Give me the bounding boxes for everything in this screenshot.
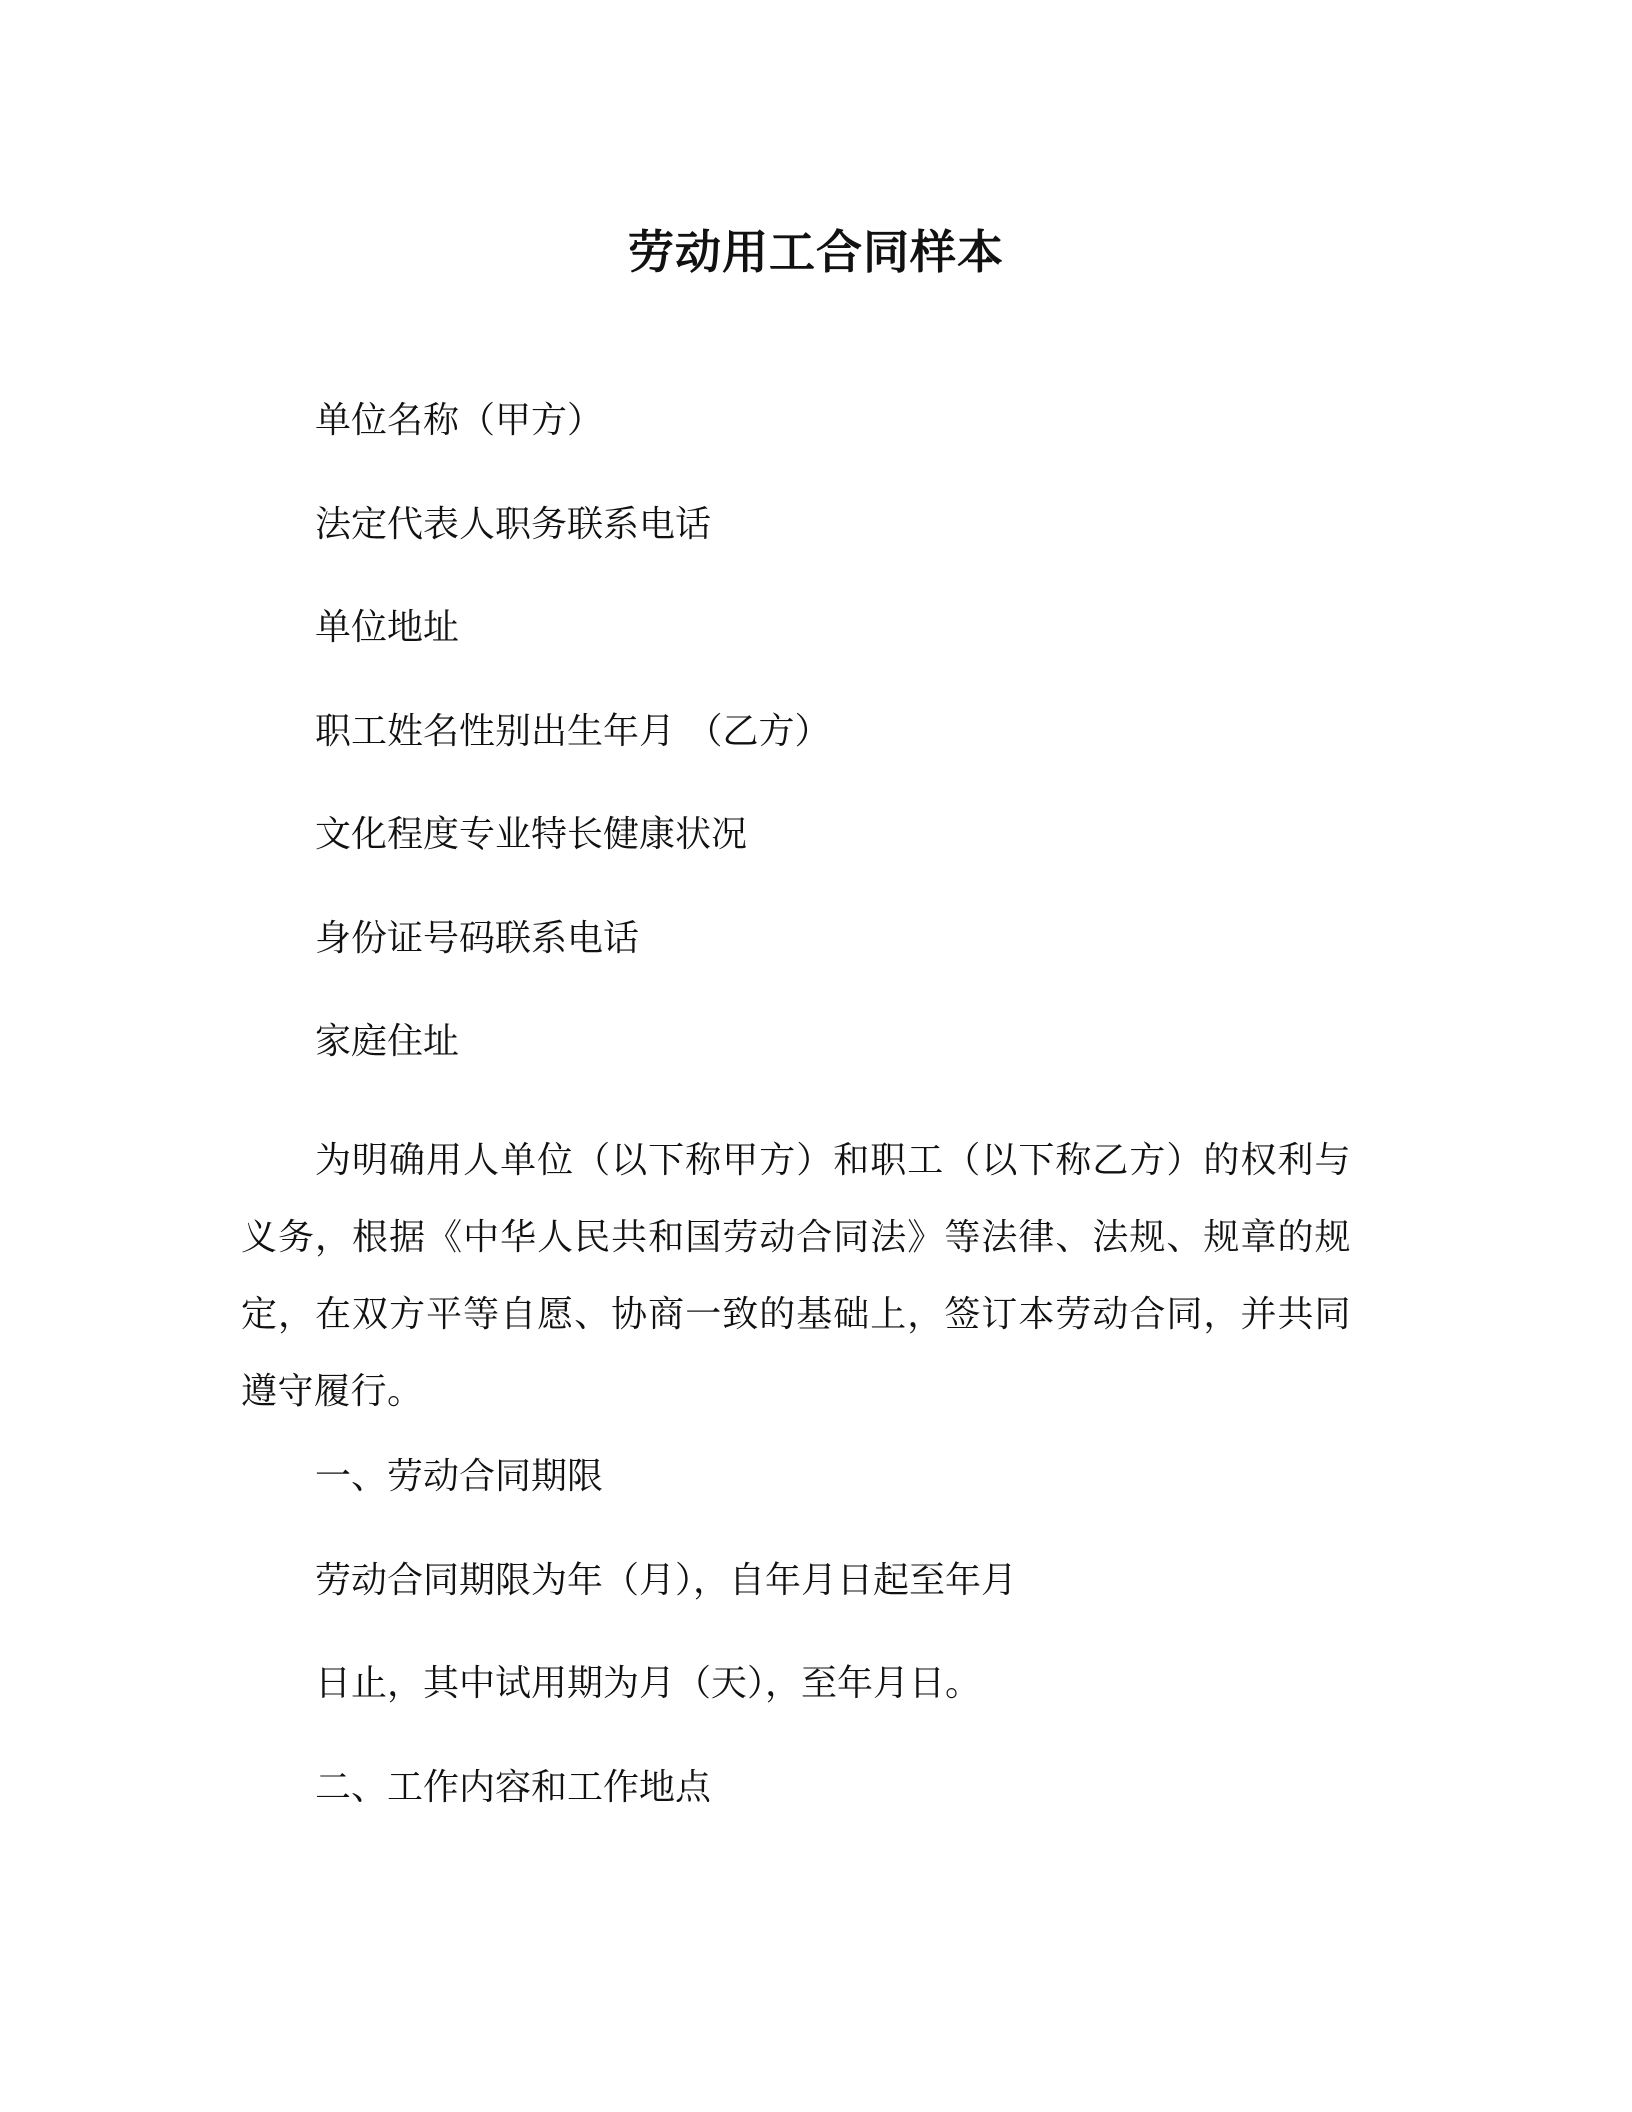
document-title: 劳动用工合同样本 xyxy=(628,225,1004,279)
field-employer-name: 单位名称（甲方） xyxy=(315,400,604,441)
section-1-term-line: 劳动合同期限为年（月），自年月日起至年月 xyxy=(315,1560,1018,1601)
field-employer-address: 单位地址 xyxy=(315,607,460,648)
preamble-paragraph: 为明确用人单位（以下称甲方）和职工（以下称乙方）的权利与义务，根据《中华人民共和国劳动合同法》等法律、法规、规章的规定，在双方平等自愿、协商一致的基础上，签订本劳动合同，并共同遵守履行。 xyxy=(241,1140,1351,1412)
field-employee-info: 职工姓名性别出生年月 （乙方） xyxy=(315,711,831,752)
section-1-probation-line: 日止，其中试用期为月（天），至年月日。 xyxy=(315,1663,982,1704)
section-2-heading: 二、工作内容和工作地点 xyxy=(315,1767,712,1808)
field-home-address: 家庭住址 xyxy=(315,1021,460,1062)
field-id-number: 身份证号码联系电话 xyxy=(315,918,640,959)
section-1-heading: 一、劳动合同期限 xyxy=(315,1456,604,1497)
field-education: 文化程度专业特长健康状况 xyxy=(315,814,748,855)
field-legal-representative: 法定代表人职务联系电话 xyxy=(315,504,712,545)
